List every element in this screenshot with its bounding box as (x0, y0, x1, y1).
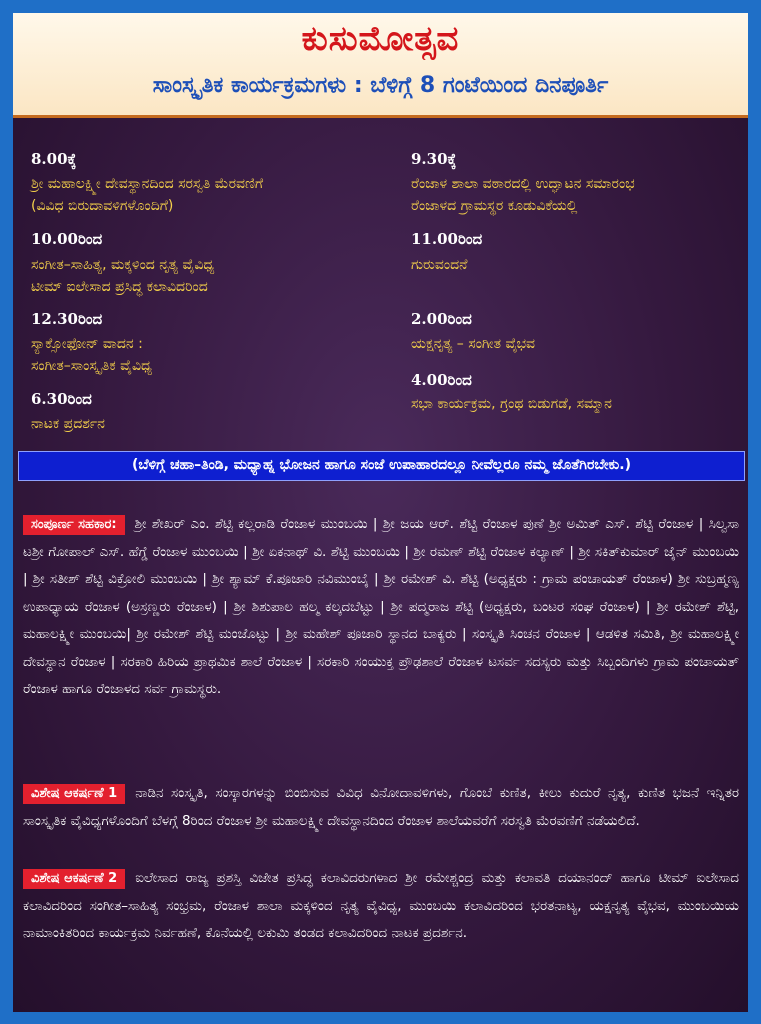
schedule-description (411, 173, 635, 217)
schedule-description (31, 254, 214, 298)
attraction-1-text: ನಾಡಿನ ಸಂಸ್ಕೃತಿ, ಸಂಸ್ಕಾರಗಳನ್ನು ಬಿಂಬಿಸುವ ವಿವಿಧ ವಿನೋದಾವಳಿಗಳು, ಗೊಂಬೆ ಕುಣಿತ, ಕೀಲು ಕುದುರೆ ನೃತ್ಯ, ಕುಣಿತ ಭಜನೆ ಇನ್ನಿತರ ಸಾಂಸ್ಕೃತಿಕ ವೈವಿಧ್ಯಗಳೊಂದಿಗೆ ಬೆಳಗ್ಗೆ 8ರಿಂದ ರೆಂಜಾಳ ಶ್ರೀ ಮಹಾಲಕ್ಷ್ಮೀ ದೇವಸ್ಥಾನದಿಂದ ರೆಂಜಾಳ ಶಾಲೆಯವರೆಗೆ ಸರಸ್ವತಿ ಮೆರವಣಿಗೆ ನಡೆಯಲಿದೆ. (23, 785, 739, 829)
schedule-line: ಯಕ್ಷನೃತ್ಯ – ಸಂಗೀತ ವೈಭವ (411, 336, 536, 352)
schedule-time: 4.00ರಿಂದ (411, 371, 472, 389)
schedule-time: 8.00ಕ್ಕೆ (31, 150, 77, 168)
schedule-description (31, 333, 152, 377)
attraction-1-label: ವಿಶೇಷ ಆಕರ್ಷಣೆ 1 (23, 784, 125, 804)
schedule-line: (ವಿವಿಧ ಬಿರುದಾವಳಿಗಳೊಂದಿಗೆ) (31, 198, 174, 214)
schedule-line: ಸಭಾ ಕಾರ್ಯಕ್ರಮ, ಗ್ರಂಥ ಬಿಡುಗಡೆ, ಸಮ್ಮಾನ (411, 396, 612, 412)
refreshment-note-bar (18, 451, 745, 481)
attraction-2-text: ಐಲೇಸಾದ ರಾಜ್ಯ ಪ್ರಶಸ್ತಿ ವಿಜೇತ ಪ್ರಸಿದ್ಧ ಕಲಾವಿದರುಗಳಾದ ಶ್ರೀ ರಮೇಶ್ಚಂದ್ರ ಮತ್ತು ಕಲಾವತಿ ದಯಾನಂದ್ ಹಾಗೂ ಟೀಮ್ ಐಲೇಸಾದ ಕಲಾವಿದರಿಂದ ಸಂಗೀತ–ಸಾಹಿತ್ಯ ಸಂಭ್ರಮ, ರೆಂಜಾಳ ಶಾಲಾ ಮಕ್ಕಳಿಂದ ನೃತ್ಯ ವೈವಿಧ್ಯ, ಮುಂಬಯಿ ಕಲಾವಿದರಿಂದ ಭರತನಾಟ್ಯ, ಯಕ್ಷನೃತ್ಯ ವೈಭವ, ಮುಂಬಯಿಯ ನಾಮಾಂಕಿತರಿಂದ ಕಾರ್ಯಕ್ರಮ ನಿರ್ವಹಣೆ, ಕೊನೆಯಲ್ಲಿ ಲಕುಮಿ ತಂಡದ ಕಲಾವಿದರಿಂದ ನಾಟಕ ಪ್ರದರ್ಶನ. (23, 870, 739, 941)
schedule-time: 2.00ರಿಂದ (411, 310, 472, 328)
schedule-line: ಸಂಗೀತ–ಸಾಂಸ್ಕೃತಿಕ ವೈವಿಧ್ಯ (31, 358, 152, 374)
poster-body (13, 13, 748, 1012)
schedule-time: 10.00ರಿಂದ (31, 230, 103, 248)
schedule-line: ರೆಂಜಾಳದ ಗ್ರಾಮಸ್ಥರ ಕೂಡುವಿಕೆಯಲ್ಲಿ (411, 198, 578, 214)
schedule-line: ಸಂಗೀತ–ಸಾಹಿತ್ಯ, ಮಕ್ಕಳಿಂದ ನೃತ್ಯ ವೈವಿಧ್ಯ (31, 257, 215, 273)
event-subtitle: ಸಾಂಸ್ಕೃತಿಕ ಕಾರ್ಯಕ್ರಮಗಳು : ಬೆಳಿಗ್ಗೆ 8 ಗಂಟೆಯಿಂದ ದಿನಪೂರ್ತಿ (152, 73, 609, 98)
schedule-line: ಗುರುವಂದನೆ (411, 257, 468, 273)
schedule-time: 6.30ರಿಂದ (31, 390, 92, 408)
schedule-time: 9.30ಕ್ಕೆ (411, 150, 457, 168)
schedule-description (411, 333, 535, 355)
schedule-line: ಸ್ಯಾಕ್ಸೋಫೋನ್ ವಾದನ : (31, 336, 143, 352)
sponsors-text: ಶ್ರೀ ಶೇಖರ್ ಎಂ. ಶೆಟ್ಟಿ ಕಲ್ಲರಾಡಿ ರೆಂಜಾಳ ಮುಂಬಯಿ | ಶ್ರೀ ಜಯ ಆರ್. ಶೆಟ್ಟಿ ರೆಂಜಾಳ ಪುಣೆ ಶ್ರೀ ಅಮಿತ್ ಎಸ್. ಶೆಟ್ಟಿ ರೆಂಜಾಳ | ಸಿಲ್ವಸಾ ಟಶ್ರೀ ಗೋಪಾಲ್ ಎಸ್. ಹೆಗ್ಡೆ ರೆಂಜಾಳ ಮುಂಬಯಿ | ಶ್ರೀ ಏಕನಾಥ್ ವಿ. ಶೆಟ್ಟಿ ಮುಂಬಯಿ | ಶ್ರೀ ರಮಣ್ ಶೆಟ್ಟಿ ರೆಂಜಾಳ ಕಲ್ಯಾಣ್ | ಶ್ರೀ ಸಕಿತ್‌ಕುಮಾರ್ ಜೈನ್ ಮುಂಬಯಿ | ಶ್ರೀ ಸತೀಶ್ ಶೆಟ್ಟಿ ವಿಕ್ರೋಲಿ ಮುಂಬಯಿ | ಶ್ರೀ ಶ್ಯಾಮ್ ಕೆ.ಪೂಜಾರಿ ನವಿಮುಂಬೈ | ಶ್ರೀ ರಮೇಶ್ ವಿ. ಶೆಟ್ಟಿ (ಅಧ್ಯಕ್ಷರು : ಗ್ರಾಮ ಪಂಚಾಯತ್ ರೆಂಜಾಳ) ಶ್ರೀ ಸುಬ್ರಹ್ಮಣ್ಯ ಉಪಾಧ್ಯಾಯ ರೆಂಜಾಳ (ಅಸ್ರಣ್ಣರು ರೆಂಜಾಳ) | ಶ್ರೀ ಶಿಶುಪಾಲ ಹಲ್ಮ ಕಲ್ಕದಬೆಟ್ಟು | ಶ್ರೀ ಪದ್ಮರಾಜ ಶೆಟ್ಟಿ (ಅಧ್ಯಕ್ಷರು, ಬಂಟರ ಸಂಘ ರೆಂಜಾಳ) | ಶ್ರೀ ರಮೇಶ್ ಶೆಟ್ಟಿ, ಮಹಾಲಕ್ಷ್ಮೀ ಮುಂಬಯಿ| ಶ್ರೀ ರಮೇಶ್ ಶೆಟ್ಟಿ ಮಂಜೊಟ್ಟು | ಶ್ರೀ ಮಹೇಶ್ ಪೂಜಾರಿ ಸ್ಥಾನದ ಬಾಕ್ಯರು | ಸಂಸ್ಕೃತಿ ಸಿಂಚನ ರೆಂಜಾಳ | ಆಡಳಿತ ಸಮಿತಿ, ಶ್ರೀ ಮಹಾಲಕ್ಷ್ಮೀ ದೇವಸ್ಥಾನ ರೆಂಜಾಳ | ಸರಕಾರಿ ಹಿರಿಯ ಪ್ರಾಥಮಿಕ ಶಾಲೆ ರೆಂಜಾಳ | ಸರಕಾರಿ ಸಂಯುಕ್ತ ಪ್ರೌಢಶಾಲೆ ರೆಂಜಾಳ ಟಸರ್ವ ಸದಸ್ಯರು ಮತ್ತು ಸಿಬ್ಬಂದಿಗಳು ಗ್ರಾಮ ಪಂಚಾಯತ್ ರೆಂಜಾಳ ಹಾಗೂ ರೆಂಜಾಳದ ಸರ್ವ ಗ್ರಾಮಸ್ಥರು. (23, 516, 739, 697)
schedule-description (31, 413, 105, 435)
schedule-description (411, 254, 467, 276)
schedule-line: ಟೀಮ್ ಐಲೇಸಾದ ಪ್ರಸಿದ್ಧ ಕಲಾವಿದರಿಂದ (31, 279, 208, 295)
attraction-2-paragraph (23, 865, 739, 948)
schedule-line: ರೆಂಜಾಳ ಶಾಲಾ ವಠಾರದಲ್ಲಿ ಉದ್ಘಾಟನ ಸಮಾರಂಭ (411, 176, 635, 192)
schedule-line: ಶ್ರೀ ಮಹಾಲಕ್ಷ್ಮೀ ದೇವಸ್ಥಾನದಿಂದ ಸರಸ್ವತಿ ಮೆರವಣಿಗೆ (31, 176, 264, 192)
schedule-description (31, 173, 263, 217)
schedule-time: 12.30ರಿಂದ (31, 310, 103, 328)
header-band (13, 13, 748, 118)
schedule-line: ನಾಟಕ ಪ್ರದರ್ಶನ (31, 416, 105, 432)
event-title: ಕುಸುಮೋತ್ಸವ (301, 19, 460, 59)
sponsors-label: ಸಂಪೂರ್ಣ ಸಹಕಾರ: (23, 515, 125, 535)
attraction-1-paragraph (23, 780, 739, 835)
schedule-description (411, 393, 612, 415)
attraction-2-label: ವಿಶೇಷ ಆಕರ್ಷಣೆ 2 (23, 869, 125, 889)
refreshment-note: (ಬೆಳಿಗ್ಗೆ ಚಹಾ–ತಿಂಡಿ, ಮಧ್ಯಾಹ್ನ ಭೋಜನ ಹಾಗೂ ಸಂಜೆ ಉಪಾಹಾರದಲ್ಲೂ ನೀವೆಲ್ಲರೂ ನಮ್ಮ ಜೊತೆಗಿರಬೇಕು.) (132, 457, 631, 473)
schedule-time: 11.00ರಿಂದ (411, 230, 483, 248)
sponsors-paragraph (23, 511, 739, 704)
